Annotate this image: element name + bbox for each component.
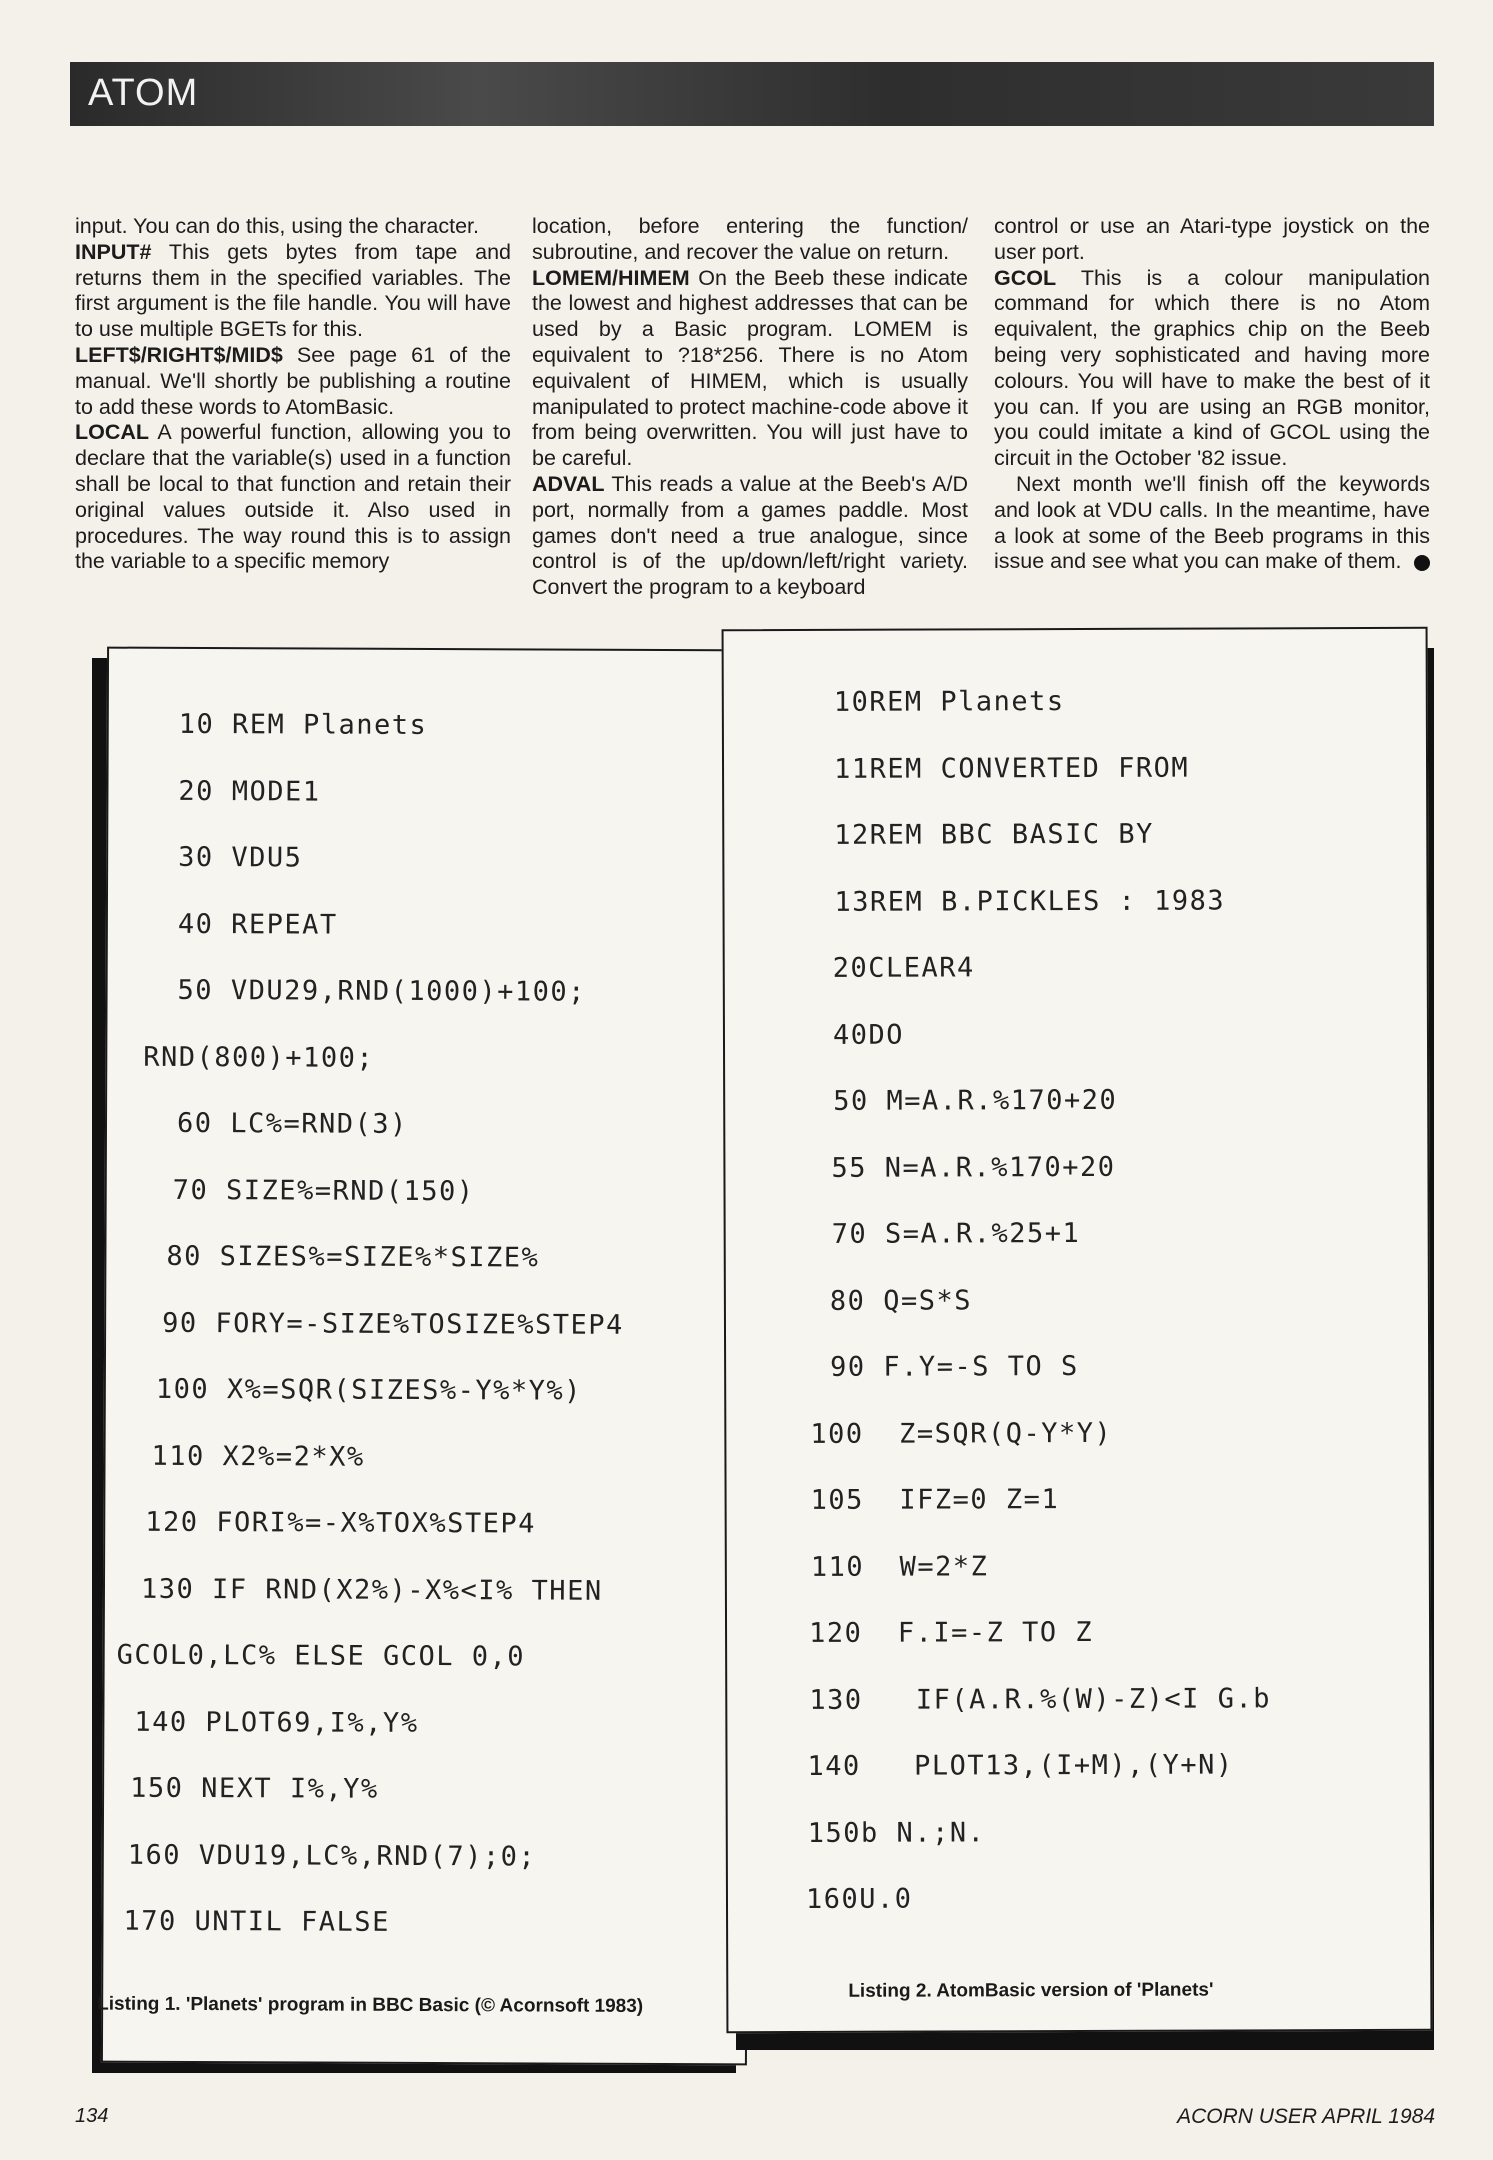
- paragraph: [532, 214, 968, 266]
- code-line: 100 Z=SQR(Q-Y*Y): [810, 1417, 1113, 1450]
- keyword-heading: LEFT$/RIGHT$/MID$: [75, 342, 283, 367]
- paragraph-text: Next month we'll finish off the keywords and look at VDU calls. In the meantime, have a look at some of the Beeb programs in this issue and see what you can make of them.: [994, 471, 1430, 574]
- paragraph: [994, 266, 1430, 472]
- code-line: 13REM B.PICKLES : 1983: [834, 884, 1226, 918]
- code-line: 130 IF RND(X2%)-X%<I% THEN: [140, 1573, 603, 1607]
- code-line: 80 Q=S*S: [829, 1284, 972, 1317]
- paragraph-text: This gets bytes from tape and returns them in the specified variables. The first argument is the file handle. You will have to use multiple BGETs for this.: [75, 239, 511, 342]
- listing-1-box: [97, 647, 753, 2066]
- column-2: [532, 214, 968, 601]
- code-line: GCOL0,LC% ELSE GCOL 0,0: [116, 1639, 526, 1673]
- column-1: [75, 214, 511, 575]
- publication-info: ACORN USER APRIL 1984: [1177, 2105, 1435, 2128]
- code-line: 90 FORY=-SIZE%TOSIZE%STEP4: [162, 1307, 624, 1341]
- keyword-heading: LOMEM/HIMEM: [532, 265, 690, 290]
- paragraph: [75, 214, 511, 240]
- code-line: 160 VDU19,LC%,RND(7);0;: [127, 1839, 537, 1872]
- code-line: 100 X%=SQR(SIZES%-Y%*Y%): [155, 1373, 583, 1407]
- code-line: 10REM Planets: [833, 686, 1065, 718]
- code-line: 60 LC%=RND(3): [176, 1107, 408, 1140]
- paragraph-text: location, before entering the function/ subroutine, and recover the value on return.: [532, 214, 968, 264]
- code-line: 150 NEXT I%,Y%: [130, 1772, 379, 1805]
- listing-2-box: [722, 627, 1433, 2033]
- keyword-heading: ADVAL: [532, 471, 605, 496]
- code-line: 140 PLOT69,I%,Y%: [134, 1706, 419, 1739]
- code-line: 10 REM Planets: [178, 708, 428, 741]
- keyword-heading: LOCAL: [75, 420, 150, 445]
- paragraph-text: A powerful function, allowing you to declare that the variable(s) used in a function shall be local to that function and retain their original values outside it. Also used in procedures. The way round this is to assign the variable to a specific memory: [75, 420, 511, 574]
- code-line: 12REM BBC BASIC BY: [834, 818, 1154, 851]
- paragraph: [994, 472, 1430, 575]
- code-line: 20CLEAR4: [832, 952, 975, 984]
- code-line: 40 REPEAT: [177, 908, 338, 941]
- paragraph: [75, 343, 511, 420]
- page-number: 134: [75, 2105, 109, 2127]
- code-line: 50 M=A.R.%170+20: [833, 1084, 1118, 1117]
- code-line: 160U.0: [805, 1883, 913, 1915]
- code-line: 120 F.I=-Z TO Z: [809, 1616, 1094, 1649]
- code-line: 55 N=A.R.%170+20: [831, 1151, 1116, 1184]
- paragraph-text: input. You can do this, using the character.: [75, 214, 480, 238]
- code-line: 50 VDU29,RND(1000)+100;: [177, 974, 587, 1008]
- code-line: 20 MODE1: [178, 775, 321, 808]
- code-line: 120 FORI%=-X%TOX%STEP4: [145, 1506, 536, 1540]
- paragraph: [994, 214, 1430, 266]
- code-line: 105 IFZ=0 Z=1: [810, 1484, 1060, 1516]
- paragraph: [532, 266, 968, 472]
- paragraph: [532, 472, 968, 601]
- code-line: 11REM CONVERTED FROM: [833, 752, 1190, 785]
- code-line: 170 UNTIL FALSE: [123, 1905, 390, 1938]
- paragraph: [75, 420, 511, 575]
- code-line: 40DO: [832, 1019, 905, 1051]
- paragraph: [75, 240, 511, 343]
- listing-caption: Listing 1. 'Planets' program in BBC Basic (© Acornsoft 1983): [97, 1993, 644, 2017]
- code-line: 110 W=2*Z: [810, 1550, 989, 1583]
- keyword-heading: GCOL: [994, 265, 1057, 290]
- code-line: 80 SIZES%=SIZE%*SIZE%: [166, 1240, 540, 1274]
- code-line: 130 IF(A.R.%(W)-Z)<I G.b: [809, 1682, 1271, 1716]
- paragraph-text: See page 61 of the manual. We'll shortly be publishing a routine to add these words to AtomBasic.: [75, 342, 511, 419]
- code-line: 140 PLOT13,(I+M),(Y+N): [807, 1749, 1234, 1782]
- paragraph-text: This reads a value at the Beeb's A/D port, normally from a games paddle. Most games don't need a true analogue, since control is of the up/down/left/right variety. Convert the program to a keyboard: [532, 471, 968, 600]
- code-line: 30 VDU5: [178, 841, 303, 874]
- code-line: 110 X2%=2*X%: [151, 1440, 365, 1473]
- listing-caption: Listing 2. AtomBasic version of 'Planets': [848, 1979, 1214, 2002]
- code-line: 150b N.;N.: [807, 1816, 986, 1849]
- section-title: ATOM: [88, 72, 199, 114]
- code-line: 90 F.Y=-S TO S: [830, 1350, 1079, 1383]
- paragraph-text: On the Beeb these indicate the lowest and highest addresses that can be used by a Basic program. LOMEM is equivalent to ?18*256. There is no Atom equivalent of HIMEM, which is usually manipulated to protect machine-code above it from being overwritten. You will just have to be careful.: [532, 265, 968, 471]
- column-3: [994, 214, 1430, 575]
- code-line: RND(800)+100;: [143, 1041, 375, 1074]
- code-line: 70 S=A.R.%25+1: [831, 1217, 1081, 1250]
- keyword-heading: INPUT#: [75, 239, 152, 264]
- end-of-article-bullet-icon: [1414, 555, 1430, 571]
- code-line: 70 SIZE%=RND(150): [172, 1174, 475, 1207]
- paragraph-text: control or use an Atari-type joystick on the user port.: [994, 214, 1430, 264]
- paragraph-text: This is a colour manipulation command for which there is no Atom equivalent, the graphics chip on the Beeb being very sophisticated and having more colours. You will have to make the best of it you can. If you are using an RGB monitor, you could imitate a kind of GCOL using the circuit in the October '82 issue.: [994, 265, 1430, 471]
- section-header-bar: [70, 62, 1434, 126]
